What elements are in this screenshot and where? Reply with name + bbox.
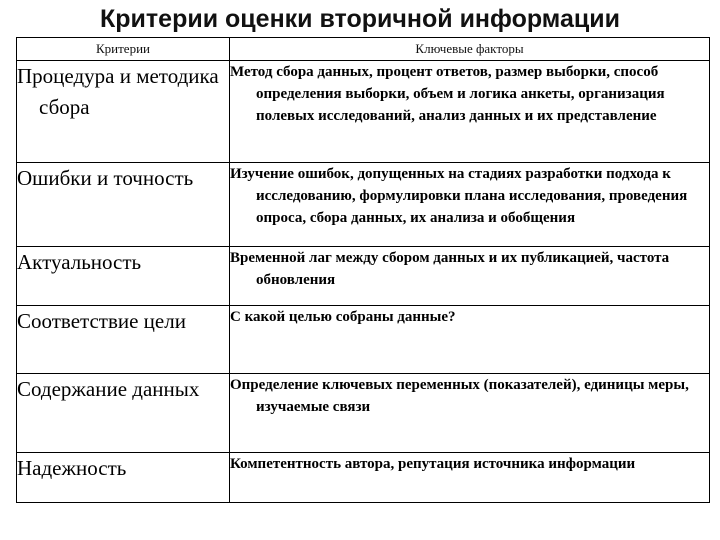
criterion-text: Соответствие цели [17,309,186,333]
page-title: Критерии оценки вторичной информации [100,5,620,33]
factors-text: Изучение ошибок, допущенных на стадиях разработки подхода к исследованию, формулировки плана исследования, проведения опроса, сбора данных, их анализа и обобщения [230,166,688,226]
criterion-cell [17,61,230,163]
table-row [17,61,710,163]
criterion-text: Актуальность [17,250,142,274]
factors-cell [230,247,710,306]
factors-cell [230,61,710,163]
factors-text: Метод сбора данных, процент ответов, размер выборки, способ определения выборки, объем и логика анкеты, организация полевых исследований, анализ данных и их представление [230,64,665,124]
factors-text: Временной лаг между сбором данных и их публикацией, частота обновления [230,250,670,288]
criterion-text: Содержание данных [17,377,200,401]
criterion-cell [17,453,230,503]
criterion-cell [17,163,230,247]
table-row [17,163,710,247]
criterion-cell [17,306,230,374]
factors-cell [230,374,710,453]
factors-text: Определение ключевых переменных (показателей), единицы меры, изучаемые связи [230,377,689,415]
factors-text: Компетентность автора, репутация источника информации [230,456,636,472]
criterion-text: Ошибки и точность [17,166,194,190]
factors-text: С какой целью собраны данные? [230,309,456,325]
column-header-factors: Ключевые факторы [230,38,710,61]
criterion-cell [17,374,230,453]
criteria-table [16,37,710,503]
criterion-cell [17,247,230,306]
column-header-criteria: Критерии [17,38,230,61]
table-row [17,374,710,453]
factors-cell [230,453,710,503]
table-row [17,306,710,374]
criterion-text: Процедура и методика сбора [17,64,219,119]
factors-cell [230,163,710,247]
table-row [17,247,710,306]
criterion-text: Надежность [17,456,127,480]
table-header-row [17,38,710,61]
factors-cell [230,306,710,374]
table-row [17,453,710,503]
